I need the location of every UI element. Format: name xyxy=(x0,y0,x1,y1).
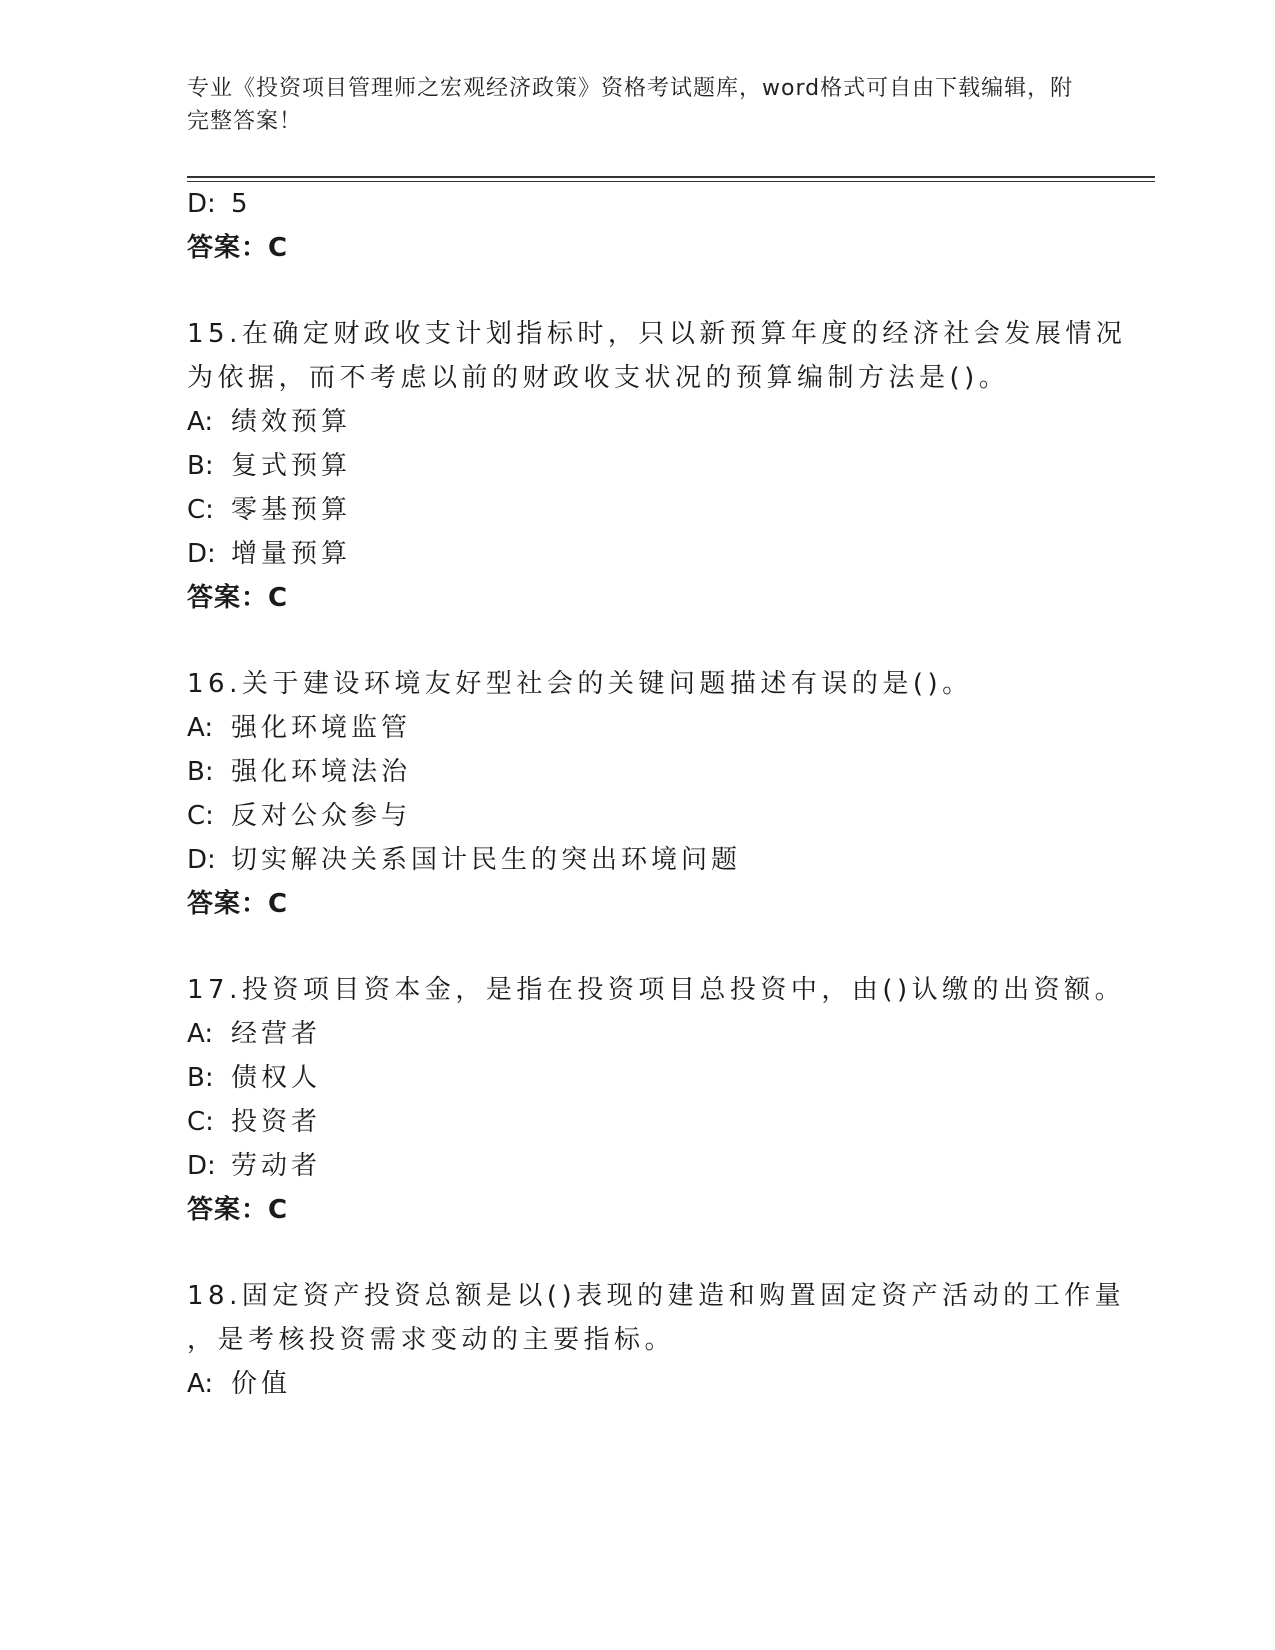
option-text: 强化环境监管 xyxy=(231,713,412,743)
header-divider xyxy=(187,176,1155,178)
option-text: 零基预算 xyxy=(231,495,352,525)
document-header: 专业《投资项目管理师之宏观经济政策》资格考试题库，word格式可自由下载编辑，附完整答案！ xyxy=(187,76,1074,134)
option-d xyxy=(187,187,252,221)
option-key: C: xyxy=(187,495,214,525)
question-18-option-a xyxy=(187,1367,291,1401)
question-16-option-a xyxy=(187,711,411,745)
option-text: 强化环境法治 xyxy=(231,757,412,787)
question-18-stem-line2: ，是考核投资需求变动的主要指标。 xyxy=(187,1325,676,1355)
question-15-option-c xyxy=(187,493,351,527)
option-text: 价值 xyxy=(231,1369,292,1399)
question-17-option-b xyxy=(187,1061,321,1095)
option-key: A: xyxy=(187,407,214,437)
question-15-stem-line2: 为依据，而不考虑以前的财政收支状况的预算编制方法是()。 xyxy=(187,363,1010,393)
option-key: A: xyxy=(187,1019,214,1049)
option-key: B: xyxy=(187,451,214,481)
question-15-option-a xyxy=(187,405,351,439)
option-key: D: xyxy=(187,539,216,569)
option-text: 劳动者 xyxy=(231,1151,322,1181)
question-16-option-d xyxy=(187,843,741,877)
header-divider-thin xyxy=(187,181,1155,182)
option-text: 复式预算 xyxy=(231,451,352,481)
option-text: 反对公众参与 xyxy=(231,801,412,831)
question-17-option-a xyxy=(187,1017,321,1051)
option-text: 切实解决关系国计民生的突出环境问题 xyxy=(231,845,742,875)
question-16-option-c xyxy=(187,799,411,833)
question-18-stem-line1: 18.固定资产投资总额是以()表现的建造和购置固定资产活动的工作量 xyxy=(187,1281,1126,1311)
option-key: A: xyxy=(187,713,214,743)
question-15-stem-line1: 15.在确定财政收支计划指标时，只以新预算年度的经济社会发展情况 xyxy=(187,319,1127,349)
option-key: D: xyxy=(187,1151,216,1181)
question-16-stem-line1: 16.关于建设环境友好型社会的关键问题描述有误的是()。 xyxy=(187,669,973,699)
option-key: D: xyxy=(187,845,216,875)
question-17-option-c xyxy=(187,1105,321,1139)
option-key: B: xyxy=(187,757,214,787)
option-text: 增量预算 xyxy=(231,539,352,569)
question-17-stem-line1: 17.投资项目资本金，是指在投资项目总投资中，由()认缴的出资额。 xyxy=(187,975,1126,1005)
option-text: 经营者 xyxy=(231,1019,322,1049)
option-key: D: xyxy=(187,189,216,219)
question-15-option-b xyxy=(187,449,351,483)
question-15-answer: 答案：C xyxy=(187,583,289,613)
question-16-option-b xyxy=(187,755,411,789)
option-key: C: xyxy=(187,1107,214,1137)
answer-line: 答案：C xyxy=(187,233,289,263)
option-key: C: xyxy=(187,801,214,831)
option-text: 投资者 xyxy=(231,1107,322,1137)
option-text: 债权人 xyxy=(231,1063,322,1093)
question-16-answer: 答案：C xyxy=(187,889,289,919)
question-17-answer: 答案：C xyxy=(187,1195,289,1225)
option-text: 绩效预算 xyxy=(231,407,352,437)
option-key: A: xyxy=(187,1369,214,1399)
question-17-option-d xyxy=(187,1149,321,1183)
option-text: 5 xyxy=(231,189,252,219)
question-15-option-d xyxy=(187,537,351,571)
option-key: B: xyxy=(187,1063,214,1093)
